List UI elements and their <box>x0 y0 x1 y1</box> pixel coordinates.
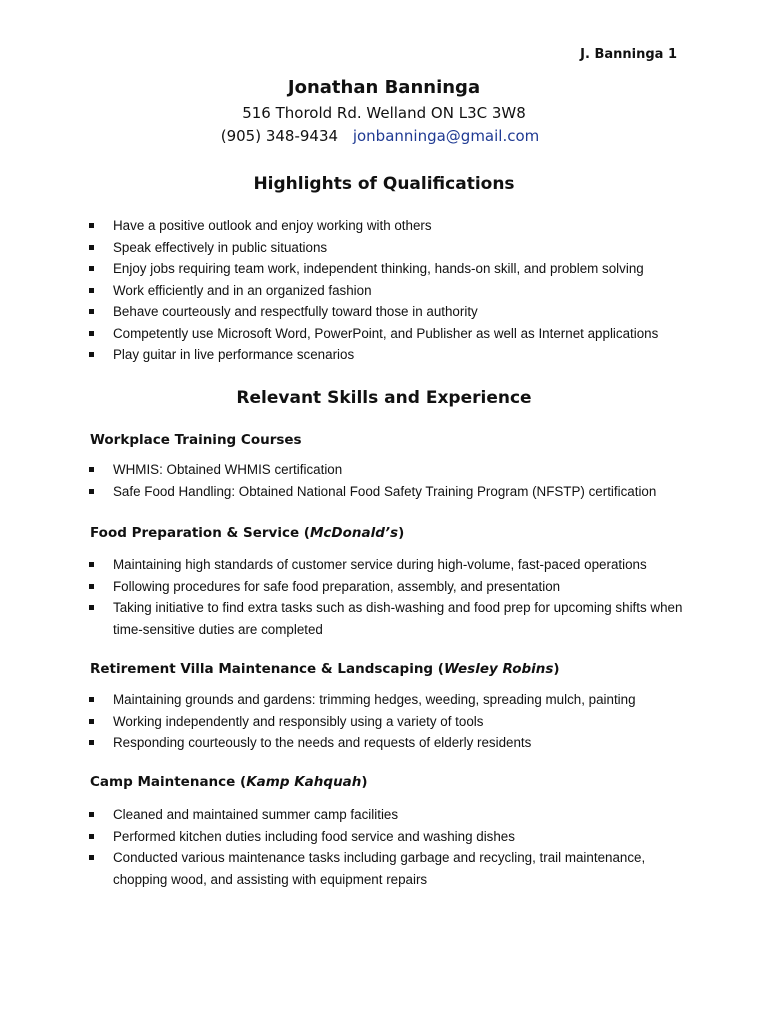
highlights-list <box>88 215 688 366</box>
contact-line <box>0 127 760 145</box>
list-item: Performed kitchen duties including food service and washing dishes <box>88 826 688 848</box>
list-item: Play guitar in live performance scenarios <box>88 344 688 366</box>
list-item: Have a positive outlook and enjoy working with others <box>88 215 688 237</box>
highlights-heading: Highlights of Qualifications <box>253 174 515 194</box>
food-list <box>88 554 688 640</box>
job-title: Retirement Villa Maintenance & Landscaping <box>90 661 434 677</box>
villa-heading: Retirement Villa Maintenance & Landscaping (Wesley Robins) <box>90 661 560 677</box>
employer: Kamp Kahquah <box>246 774 362 790</box>
phone: (905) 348-9434 <box>220 127 339 145</box>
email-link[interactable]: jonbanninga@gmail.com <box>352 127 540 145</box>
camp-list <box>88 804 688 890</box>
list-item: Enjoy jobs requiring team work, independent thinking, hands-on skill, and problem solving <box>88 258 688 280</box>
candidate-name: Jonathan Banninga <box>287 77 481 98</box>
list-item: Behave courteously and respectfully toward those in authority <box>88 301 688 323</box>
employer: McDonald’s <box>309 525 399 541</box>
food-heading: Food Preparation & Service (McDonald’s) <box>90 525 405 541</box>
list-item: Maintaining grounds and gardens: trimming hedges, weeding, spreading mulch, painting <box>88 689 688 711</box>
employer: Wesley Robins <box>443 661 554 677</box>
address: 516 Thorold Rd. Welland ON L3C 3W8 <box>242 104 526 122</box>
list-item: Safe Food Handling: Obtained National Food Safety Training Program (NFSTP) certification <box>88 481 688 503</box>
villa-list <box>88 689 688 754</box>
list-item: Taking initiative to find extra tasks such as dish-washing and food prep for upcoming shifts when time-sensitive duties are completed <box>88 597 688 640</box>
list-item: WHMIS: Obtained WHMIS certification <box>88 459 688 481</box>
experience-heading: Relevant Skills and Experience <box>236 388 532 408</box>
training-list <box>88 459 688 502</box>
page-number: J. Banninga 1 <box>580 47 677 62</box>
list-item: Maintaining high standards of customer service during high-volume, fast-paced operations <box>88 554 688 576</box>
list-item: Responding courteously to the needs and requests of elderly residents <box>88 732 688 754</box>
list-item: Speak effectively in public situations <box>88 237 688 259</box>
list-item: Work efficiently and in an organized fashion <box>88 280 688 302</box>
training-heading: Workplace Training Courses <box>90 432 302 448</box>
list-item: Following procedures for safe food preparation, assembly, and presentation <box>88 576 688 598</box>
job-title: Food Preparation & Service <box>90 525 300 541</box>
list-item: Cleaned and maintained summer camp facilities <box>88 804 688 826</box>
camp-heading: Camp Maintenance (Kamp Kahquah) <box>90 774 368 790</box>
list-item: Working independently and responsibly using a variety of tools <box>88 711 688 733</box>
job-title: Camp Maintenance <box>90 774 236 790</box>
list-item: Competently use Microsoft Word, PowerPoint, and Publisher as well as Internet applications <box>88 323 688 345</box>
list-item: Conducted various maintenance tasks including garbage and recycling, trail maintenance, chopping wood, and assisting with equipment repairs <box>88 847 688 890</box>
